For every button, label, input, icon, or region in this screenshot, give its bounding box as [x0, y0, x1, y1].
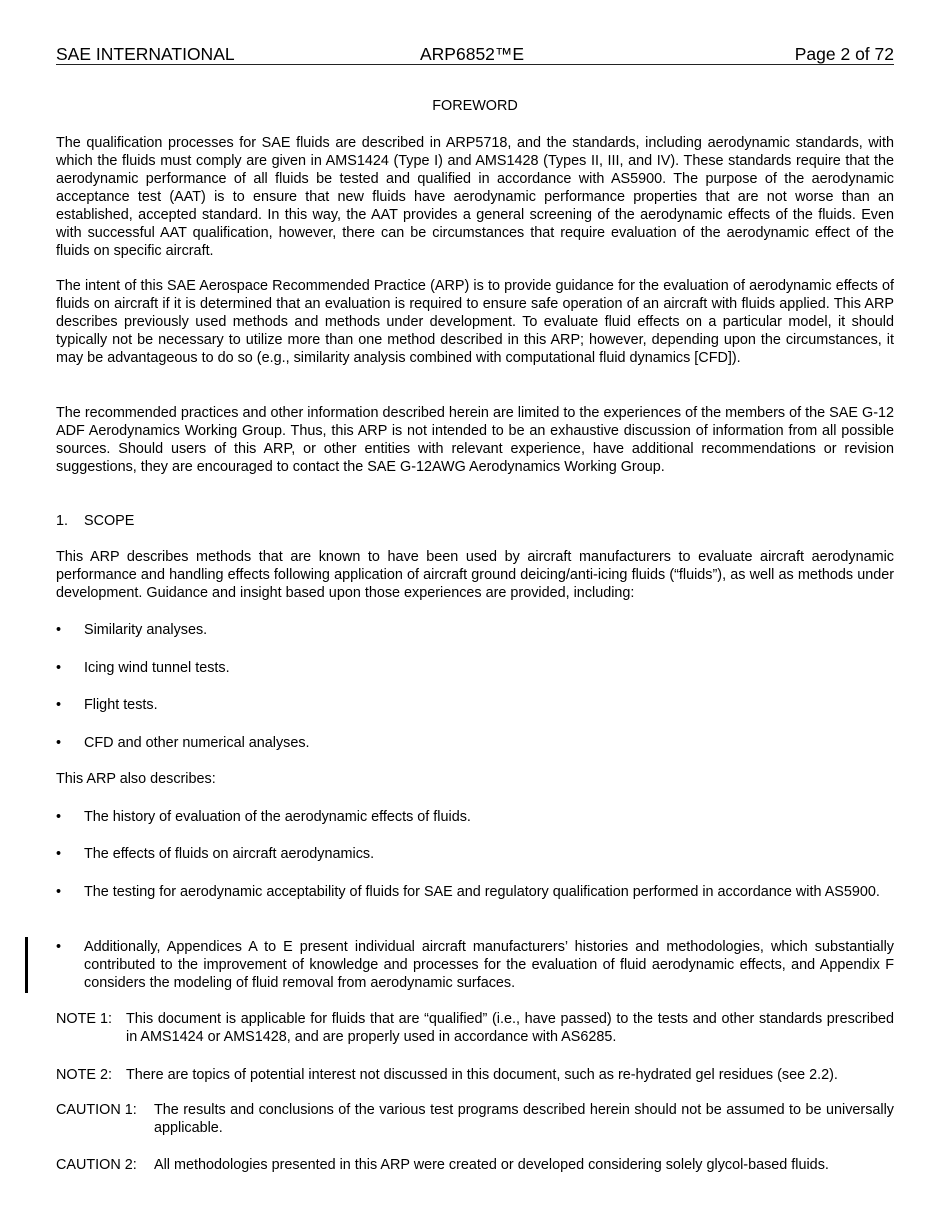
list-item-text: CFD and other numerical analyses. — [84, 735, 310, 751]
list-item — [56, 883, 894, 901]
list-item-text: Similarity analyses. — [84, 622, 208, 638]
caution-1 — [56, 1101, 894, 1137]
foreword-paragraph-1: The qualification processes for SAE fluids are described in ARP5718, and the standards, including aerodynamic standards, with which the fluids must comply are given in AMS1424 (Type I) and AMS1428 (Types II, III, and IV). These standards require that the aerodynamic performance of all fluids be tested and qualified in accordance with AS5900. The purpose of the aerodynamic acceptance test (AAT) is to ensure that new fluids have aerodynamic performance properties that are not worse than an established, accepted standard. In this way, the AAT provides a general screening of the aerodynamic effects of the fluids. Even with successful AAT qualification, however, there can be circumstances that require evaluation of the aerodynamic effect of the fluids on specific aircraft. — [56, 135, 894, 259]
bullet-icon: • — [56, 622, 62, 638]
bullet-icon: • — [56, 809, 62, 825]
bullet-icon: • — [56, 660, 62, 676]
section-heading-scope — [56, 512, 134, 530]
header-organization: SAE INTERNATIONAL — [56, 44, 235, 64]
section-title: SCOPE — [84, 513, 135, 529]
note-2 — [56, 1066, 894, 1084]
scope-also-intro: This ARP also describes: — [56, 771, 216, 787]
list-item — [56, 659, 894, 677]
note-text: This document is applicable for fluids that are “qualified” (i.e., have passed) to the tests and other standards prescribed in AMS1424 or AMS1428, and are properly used in accordance with AS6285. — [126, 1011, 894, 1045]
list-item-text: Icing wind tunnel tests. — [84, 660, 230, 676]
note-text: There are topics of potential interest not discussed in this document, such as re-hydrated gel residues (see 2.2). — [126, 1067, 838, 1083]
list-item — [56, 734, 894, 752]
caution-label: CAUTION 1: — [56, 1102, 137, 1118]
foreword-title: FOREWORD — [432, 98, 518, 114]
note-label: NOTE 1: — [56, 1011, 112, 1027]
list-item-text: Additionally, Appendices A to E present individual aircraft manufacturers’ histories and methodologies, which substantially contributed to the improvement of knowledge and processes for the evaluation of fluid aerodynamic effects, and Appendix F considers the modeling of fluid removal from aerodynamic surfaces. — [84, 939, 894, 991]
bullet-icon: • — [56, 735, 62, 751]
scope-intro: This ARP describes methods that are known to have been used by aircraft manufacturers to evaluate aircraft aerodynamic performance and handling effects following application of aircraft ground deicing/anti-icing fluids (“fluids”), as well as methods under development. Guidance and insight based upon those experiences are provided, including: — [56, 549, 894, 601]
list-item-text: Flight tests. — [84, 697, 158, 713]
foreword-paragraph-3: The recommended practices and other information described herein are limited to the experiences of the members of the SAE G-12 ADF Aerodynamics Working Group. Thus, this ARP is not intended to be an exhaustive discussion of information from all possible sources. Should users of this ARP, or other entities with relevant experience, have additional recommendations or revision suggestions, they are encouraged to contact the SAE G-12AWG Aerodynamics Working Group. — [56, 405, 894, 475]
caution-2 — [56, 1156, 894, 1174]
bullet-icon: • — [56, 884, 62, 900]
list-item — [56, 808, 894, 826]
bullet-icon: • — [56, 939, 62, 955]
page-header — [56, 44, 894, 65]
caution-text: All methodologies presented in this ARP were created or developed considering solely glycol-based fluids. — [154, 1157, 829, 1173]
caution-label: CAUTION 2: — [56, 1157, 137, 1173]
list-item — [56, 845, 894, 863]
bullet-icon: • — [56, 697, 62, 713]
bullet-icon: • — [56, 846, 62, 862]
header-page-number: Page 2 of 72 — [794, 44, 894, 64]
list-item — [56, 696, 894, 714]
list-item-text: The effects of fluids on aircraft aerodynamics. — [84, 846, 375, 862]
revision-change-bar — [25, 937, 28, 993]
list-item — [56, 938, 894, 992]
section-number: 1. — [56, 513, 69, 529]
list-item-text: The testing for aerodynamic acceptability of fluids for SAE and regulatory qualification performed in accordance with AS5900. — [84, 884, 880, 900]
list-item — [56, 621, 894, 639]
header-document-id: ARP6852™E — [420, 44, 525, 64]
caution-text: The results and conclusions of the various test programs described herein should not be assumed to be universally applicable. — [154, 1102, 894, 1136]
foreword-paragraph-2: The intent of this SAE Aerospace Recommended Practice (ARP) is to provide guidance for the evaluation of aerodynamic effects of fluids on aircraft if it is determined that an evaluation is required to ensure safe operation of an aircraft with fluids applied. This ARP describes previously used methods and methods under development. To evaluate fluid effects on a particular model, it should typically not be necessary to utilize more than one method described in this ARP; however, depending upon the circumstances, it may be advantageous to do so (e.g., similarity analysis combined with computational fluid dynamics [CFD]). — [56, 278, 894, 366]
note-1 — [56, 1010, 894, 1046]
list-item-text: The history of evaluation of the aerodynamic effects of fluids. — [84, 809, 471, 825]
note-label: NOTE 2: — [56, 1067, 112, 1083]
